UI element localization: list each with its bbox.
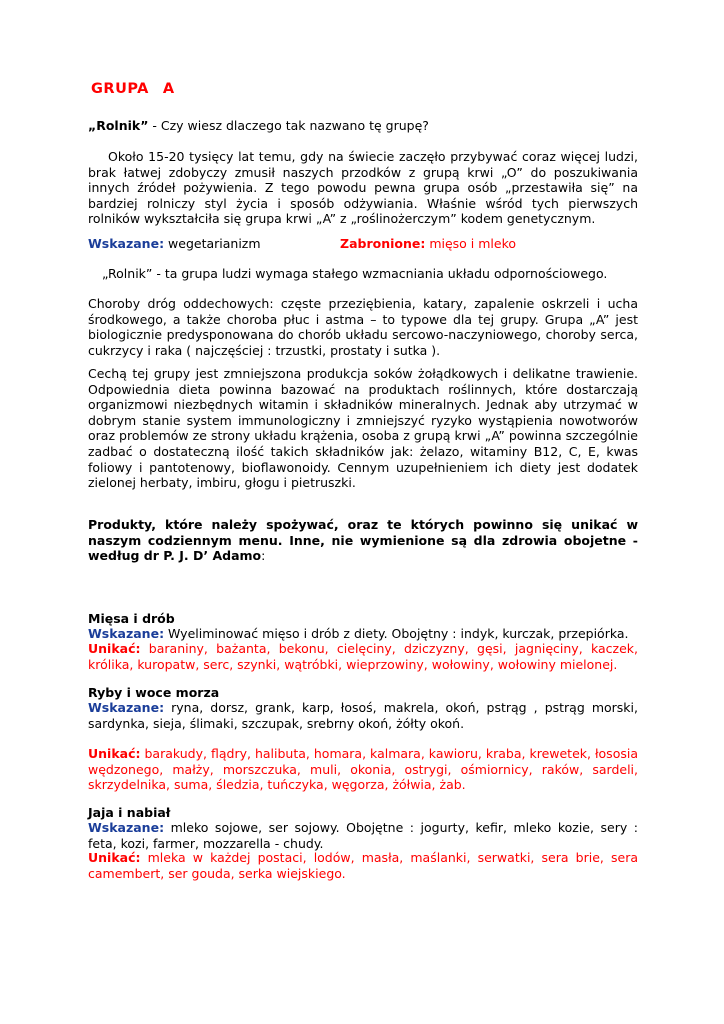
fish-section-heading: Ryby i woce morza (88, 685, 220, 700)
fish-avoid: Unikać: barakudy, flądry, halibuta, homara, kalmara, kawioru, kraba, krewetek, łososia wędzonego, małży, morszczuka, muli, okonia, ostrygi, ośmiornicy, raków, sardeli, skrzydelnika, suma, śledzia, tuńczyka, węgorza, żółwia, żab. (88, 746, 638, 793)
meat-avoid: Unikać: baraniny, bażanta, bekonu, cielęciny, dziczyzny, gęsi, jagnięciny, kaczek, królika, kuropatw, serc, szynki, wątróbki, wieprzowiny, wołowiny, wołowiny mielonej. (88, 641, 638, 672)
meat-section-heading: Mięsa i drób (88, 611, 175, 626)
dairy-section-heading: Jaja i nabiał (88, 805, 171, 820)
digestion-paragraph: Cechą tej grupy jest zmniejszona produkcja soków żołądkowych i delikatne trawienie. Odpowiednia dieta powinna bazować na produktach roślinnych, które dostarczają organizmowi niezbędnych witamin i składników mineralnych. Jednak aby utrzymać w dobrym stanie system immunologiczny i zmniejszyć ryzyko wystąpienia nowotworów oraz problemów ze strony układu krążenia, osoba z grupą krwi „A” powinna szczególnie zadbać o dostateczną ilość takich składników jak: żelazo, witaminy B12, C, E, kwas foliowy i pantotenowy, bioflawonoidy. Cennym uzupełnieniem ich diety jest dodatek zielonej herbaty, imbiru, głogu i pietruszki. (88, 366, 638, 491)
question-line: „Rolnik” - Czy wiesz dlaczego tak nazwano tę grupę? (88, 118, 429, 133)
immune-line: „Rolnik” - ta grupa ludzi wymaga stałego wzmacniania układu odpornościowego. (102, 266, 608, 281)
dairy-avoid: Unikać: mleka w każdej postaci, lodów, masła, maślanki, serwatki, sera brie, sera camembert, ser gouda, serka wiejskiego. (88, 850, 638, 881)
forbidden: Zabronione: mięso i mleko (340, 236, 517, 251)
fish-recommended: Wskazane: ryna, dorsz, grank, karp, łosoś, makrela, okoń, pstrąg , pstrąg morski, sardynka, sieja, ślimaki, szczupak, srebrny okoń, żółty okoń. (88, 700, 638, 731)
recommended: Wskazane: wegetarianizm (88, 236, 261, 251)
page-title: GRUPA A (91, 81, 175, 97)
dairy-recommended: Wskazane: mleko sojowe, ser sojowy. Obojętne : jogurty, kefir, mleko kozie, sery : feta, kozi, farmer, mozzarella - chudy. (88, 820, 638, 851)
meat-recommended: Wskazane: Wyeliminować mięso i drób z diety. Obojętny : indyk, kurczak, przepiórka. (88, 626, 629, 641)
intro-paragraph: Około 15-20 tysięcy lat temu, gdy na świecie zaczęło przybywać coraz więcej ludzi, brak łatwej zdobyczy zmusił naszych przodków z grupą krwi „O” do poszukiwania innych źródeł pożywienia. Z tego powodu pewna grupa osób „przestawiła się” na bardziej rolniczy styl życia i sposób odżywiania. Właśnie wśród tych pierwszych rolników wykształciła się grupa krwi „A” z „roślinożerczym” kodem genetycznym. (88, 149, 638, 227)
recommendation-line (88, 236, 638, 252)
products-heading: Produkty, które należy spożywać, oraz te których powinno się unikać w naszym codziennym menu. Inne, nie wymienione są dla zdrowia obojetne - według dr P. J. D’ Adamo: (88, 517, 638, 564)
diseases-paragraph: Choroby dróg oddechowych: częste przeziębienia, katary, zapalenie oskrzeli i ucha środkowego, a także choroba płuc i astma – to typowe dla tej grupy. Grupa „A” jest biologicznie predysponowana do chorób układu sercowo-naczyniowego, choroby serca, cukrzycy i raka ( najczęściej : trzustki, prostaty i sutka ). (88, 296, 638, 358)
